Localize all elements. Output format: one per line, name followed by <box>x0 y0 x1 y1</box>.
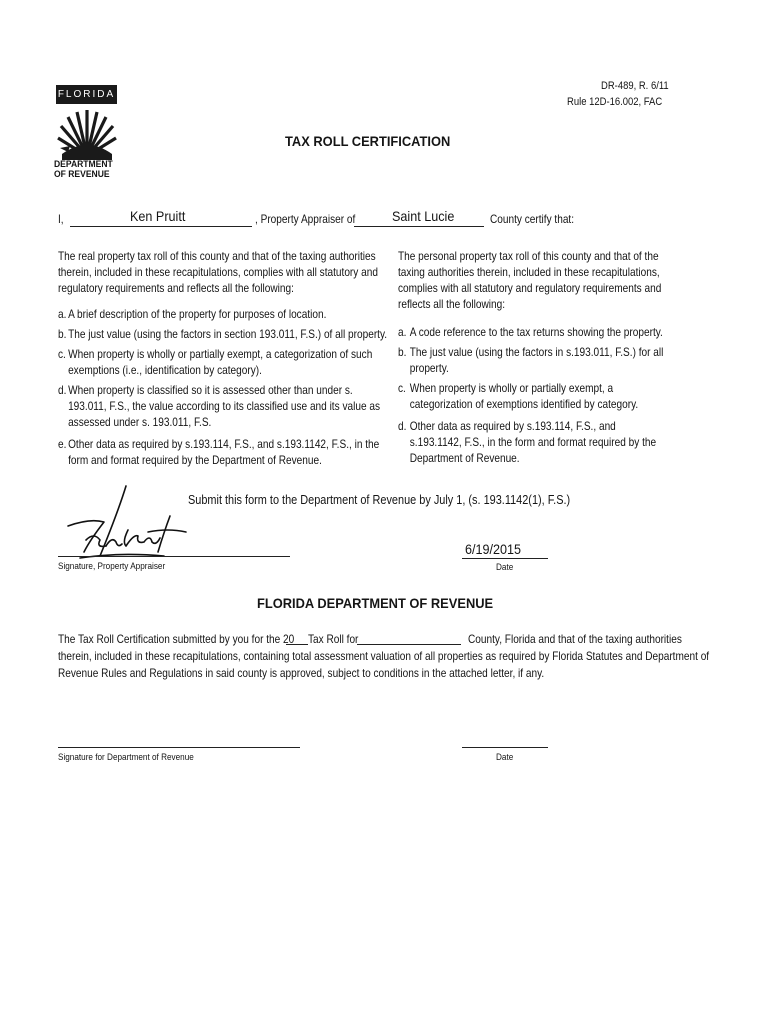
real-property-item-c <box>58 346 372 378</box>
dor-para-line1-a: The Tax Roll Certification submitted by you for the 20 <box>58 632 295 646</box>
personal-property-item-c <box>398 380 638 412</box>
item-line: 193.011, F.S., the value according to its classified use and its value as <box>68 399 380 413</box>
real-property-intro <box>58 248 378 296</box>
county-name-line <box>354 226 484 227</box>
item-letter: c. <box>58 347 66 361</box>
tax-year-blank[interactable] <box>286 644 308 645</box>
logo-dept-line1: DEPARTMENT <box>54 159 113 170</box>
personal-intro-line: The personal property tax roll of this county and that of the <box>398 249 659 263</box>
item-line: categorization of exemptions identified by category. <box>409 397 639 411</box>
item-letter: e. <box>58 437 67 451</box>
dor-county-blank[interactable] <box>357 644 461 645</box>
item-line: The just value (using the factors in s.193.011, F.S.) for all <box>409 345 664 359</box>
certify-prefix: I, <box>58 212 64 226</box>
real-property-item-e <box>58 436 379 468</box>
appraiser-date-label: Date <box>496 562 514 573</box>
sun-rays-logo-icon <box>56 106 118 160</box>
florida-logo-banner <box>56 85 117 104</box>
form-number: DR-489, R. 6/11 <box>601 80 669 92</box>
real-property-item-a <box>58 306 326 322</box>
county-name-field[interactable]: Saint Lucie <box>392 208 455 224</box>
item-letter: c. <box>398 381 406 395</box>
item-letter: b. <box>58 327 67 341</box>
page-title: TAX ROLL CERTIFICATION <box>285 133 451 149</box>
dor-signature-label: Signature for Department of Revenue <box>58 752 194 763</box>
item-letter: d. <box>58 383 67 397</box>
personal-property-intro <box>398 248 661 312</box>
appraiser-name-field[interactable]: Ken Pruitt <box>130 208 186 224</box>
real-intro-line: therein, included in these recapitulations, complies with all statutory and <box>58 265 378 279</box>
appraiser-signature-label: Signature, Property Appraiser <box>58 561 166 572</box>
dor-para-line2: therein, included in these recapitulations, containing total assessment valuation of all properties as required by Florida Statutes and Department of <box>58 649 710 663</box>
item-letter: a. <box>58 307 67 321</box>
logo-dept-line2: OF REVENUE <box>54 169 110 180</box>
item-line: property. <box>409 361 449 375</box>
item-line: assessed under s. 193.011, F.S. <box>68 415 212 429</box>
item-letter: d. <box>398 419 407 433</box>
appraiser-name-line <box>70 226 252 227</box>
item-line: form and format required by the Department of Revenue. <box>68 453 322 467</box>
personal-intro-line: complies with all statutory and regulatory requirements and <box>398 281 662 295</box>
personal-property-item-b <box>398 344 663 376</box>
item-line: Other data as required by s.193.114, F.S., and s.193.1142, F.S., in the <box>68 437 380 451</box>
certify-suffix-text: County certify that: <box>490 212 575 226</box>
item-line: s.193.1142, F.S., in the form and format required by the <box>409 435 657 449</box>
item-line: A brief description of the property for purposes of location. <box>68 307 327 321</box>
item-letter: b. <box>398 345 407 359</box>
real-intro-line: regulatory requirements and reflects all the following: <box>58 281 294 295</box>
dor-date-line <box>462 747 548 748</box>
item-line: The just value (using the factors in section 193.011, F.S.) of all property. <box>68 327 388 341</box>
form-rule: Rule 12D-16.002, FAC <box>567 96 663 108</box>
appraiser-date-line <box>462 558 548 559</box>
appraiser-date-field[interactable]: 6/19/2015 <box>465 541 522 557</box>
personal-property-item-d <box>398 418 656 466</box>
real-intro-line: The real property tax roll of this county and that of the taxing authorities <box>58 249 376 263</box>
item-line: exemptions (i.e., identification by category). <box>68 363 262 377</box>
item-line: When property is wholly or partially exempt, a categorization of such <box>68 347 373 361</box>
logo-state-text: FLORIDA <box>57 89 116 100</box>
real-property-item-d <box>58 382 380 430</box>
dor-para-line1-c: County, Florida and that of the taxing authorities <box>468 632 682 646</box>
item-line: Department of Revenue. <box>409 451 520 465</box>
submit-note: Submit this form to the Department of Revenue by July 1, (s. 193.1142(1), F.S.) <box>188 492 571 507</box>
item-line: Other data as required by s.193.114, F.S., and <box>409 419 616 433</box>
personal-intro-line: reflects all the following: <box>398 297 506 311</box>
certify-middle-text: , Property Appraiser of <box>255 212 356 226</box>
handwritten-signature <box>60 482 190 572</box>
real-property-item-b <box>58 326 387 342</box>
dor-para-line1-b: Tax Roll for <box>308 632 359 646</box>
item-letter: a. <box>398 325 407 339</box>
item-line: A code reference to the tax returns showing the property. <box>409 325 663 339</box>
item-line: When property is wholly or partially exempt, a <box>409 381 614 395</box>
personal-property-item-a <box>398 324 663 340</box>
logo-department-text <box>54 160 113 180</box>
dor-signature-line <box>58 747 300 748</box>
dor-date-label: Date <box>496 752 514 763</box>
item-line: When property is classified so it is assessed other than under s. <box>68 383 353 397</box>
dor-para-line3: Revenue Rules and Regulations in said county is approved, subject to conditions in the attached letter, if any. <box>58 666 545 680</box>
appraiser-signature-line <box>58 556 290 557</box>
dor-section-title: FLORIDA DEPARTMENT OF REVENUE <box>257 595 494 611</box>
personal-intro-line: taxing authorities therein, included in these recapitulations, <box>398 265 660 279</box>
